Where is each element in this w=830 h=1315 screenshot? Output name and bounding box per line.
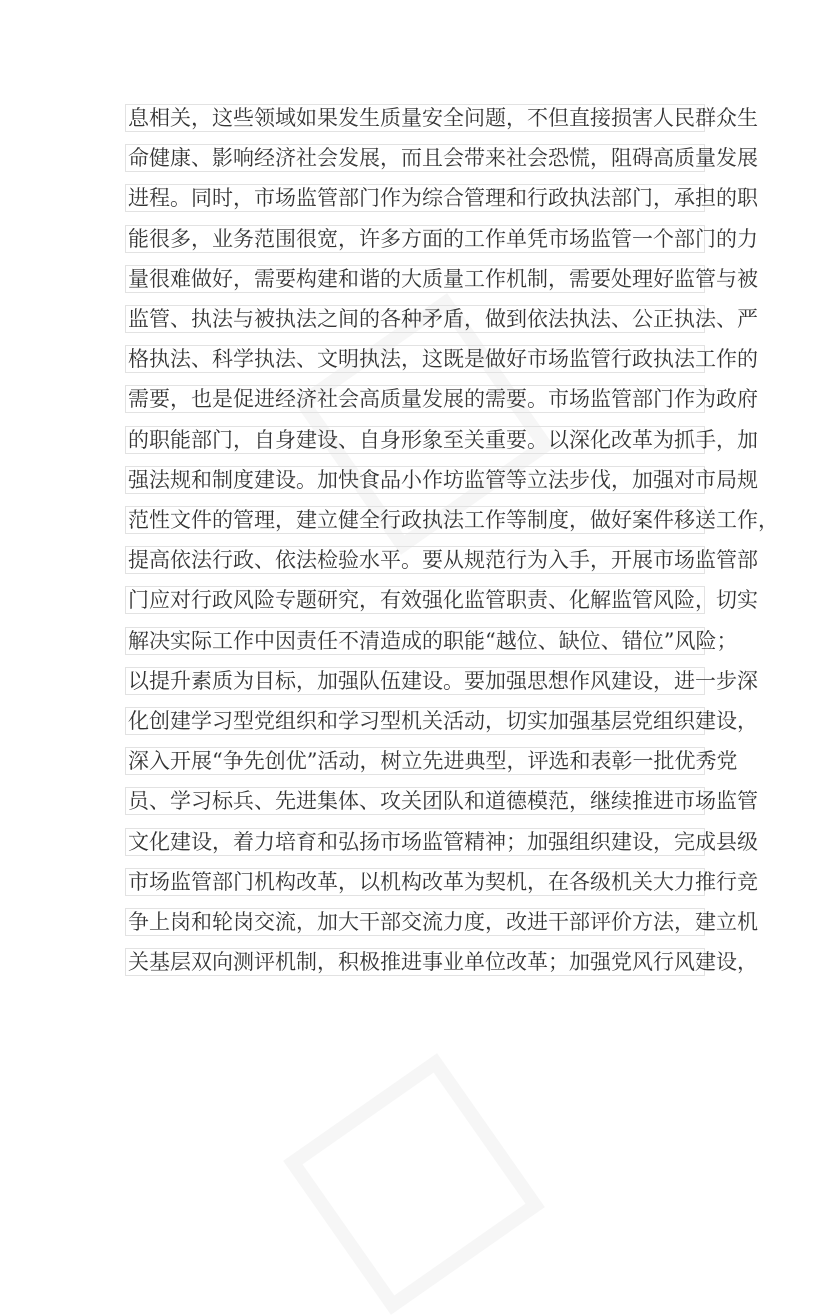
- text-line: 文化建设，着力培育和弘扬市场监管精神；加强组织建设，完成县级: [125, 828, 705, 856]
- text-line: 量很难做好，需要构建和谐的大质量工作机制，需要处理好监管与被: [125, 265, 705, 293]
- text-line: 的职能部门，自身建设、自身形象至关重要。以深化改革为抓手，加: [125, 426, 705, 454]
- text-line: 争上岗和轮岗交流，加大干部交流力度，改进干部评价方法，建立机: [125, 908, 705, 936]
- text-line: 格执法、科学执法、文明执法，这既是做好市场监管行政执法工作的: [125, 345, 705, 373]
- text-line: 市场监管部门机构改革，以机构改革为契机，在各级机关大力推行竞: [125, 868, 705, 896]
- text-line: 深入开展“争先创优”活动，树立先进典型，评选和表彰一批优秀党: [125, 747, 705, 775]
- text-line: 强法规和制度建设。加快食品小作坊监管等立法步伐，加强对市局规: [125, 466, 705, 494]
- text-line: 息相关，这些领域如果发生质量安全问题，不但直接损害人民群众生: [125, 104, 705, 132]
- text-line: 关基层双向测评机制，积极推进事业单位改革；加强党风行风建设，: [125, 948, 705, 976]
- text-line: 提高依法行政、依法检验水平。要从规范行为入手，开展市场监管部: [125, 546, 705, 574]
- text-line: 需要，也是促进经济社会高质量发展的需要。市场监管部门作为政府: [125, 385, 705, 413]
- text-line: 门应对行政风险专题研究，有效强化监管职责、化解监管风险，切实: [125, 586, 705, 614]
- text-line: 命健康、影响经济社会发展，而且会带来社会恐慌，阻碍高质量发展: [125, 144, 705, 172]
- text-line: 监管、执法与被执法之间的各种矛盾，做到依法执法、公正执法、严: [125, 305, 705, 333]
- text-line: 进程。同时，市场监管部门作为综合管理和行政执法部门，承担的职: [125, 184, 705, 212]
- text-line: 能很多，业务范围很宽，许多方面的工作单凭市场监管一个部门的力: [125, 225, 705, 253]
- text-line: 员、学习标兵、先进集体、攻关团队和道德模范，继续推进市场监管: [125, 787, 705, 815]
- text-line: 以提升素质为目标，加强队伍建设。要加强思想作风建设，进一步深: [125, 667, 705, 695]
- text-line: 解决实际工作中因责任不清造成的职能“越位、缺位、错位”风险；: [125, 627, 705, 655]
- text-line: 范性文件的管理，建立健全行政执法工作等制度，做好案件移送工作，: [125, 506, 705, 534]
- watermark-logo: [283, 1053, 545, 1315]
- text-line: 化创建学习型党组织和学习型机关活动，切实加强基层党组织建设，: [125, 707, 705, 735]
